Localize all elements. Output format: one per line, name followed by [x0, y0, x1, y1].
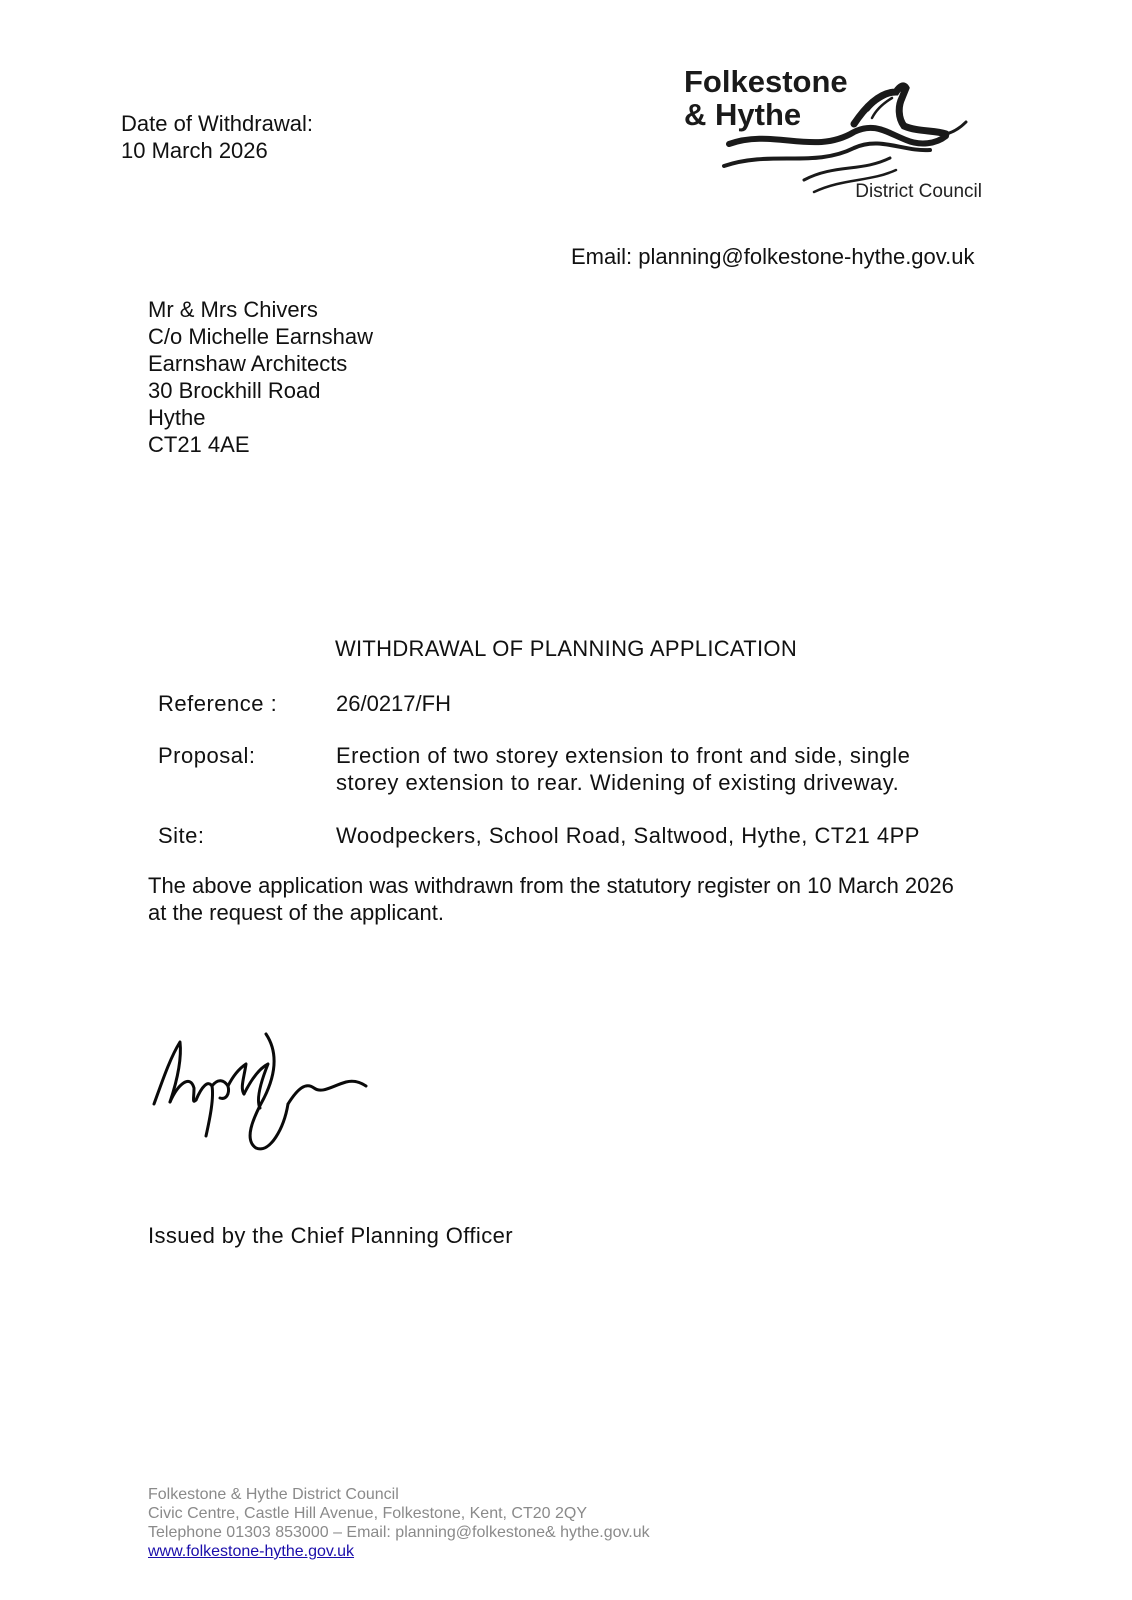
page-footer — [148, 1485, 650, 1561]
withdrawal-date-label: Date of Withdrawal: — [121, 111, 313, 136]
logo-text-hythe: & Hythe — [684, 97, 802, 132]
statement-line: at the request of the applicant. — [148, 900, 444, 925]
reference-label: Reference : — [158, 691, 278, 716]
proposal-line: storey extension to rear. Widening of existing driveway. — [336, 770, 900, 795]
handwritten-signature — [148, 1028, 378, 1158]
footer-website-link[interactable]: www.folkestone-hythe.gov.uk — [148, 1543, 355, 1560]
proposal-label: Proposal: — [158, 743, 256, 768]
address-line: Earnshaw Architects — [148, 351, 348, 376]
logo-text-district-council: District Council — [855, 181, 982, 202]
recipient-address — [148, 296, 373, 458]
statement-line: The above application was withdrawn from the statutory register on 10 March 2026 — [148, 873, 954, 898]
council-logo — [684, 62, 984, 212]
address-line: Hythe — [148, 405, 206, 430]
footer-line: Telephone 01303 853000 – Email: planning@folkestone& hythe.gov.uk — [148, 1524, 650, 1541]
proposal-line: Erection of two storey extension to front and side, single — [336, 743, 911, 768]
reference-value: 26/0217/FH — [336, 691, 451, 716]
document-heading: WITHDRAWAL OF PLANNING APPLICATION — [334, 636, 798, 661]
footer-line: Folkestone & Hythe District Council — [148, 1486, 399, 1503]
email-line: Email: planning@folkestone-hythe.gov.uk — [571, 244, 975, 269]
withdrawal-date-block — [121, 110, 313, 164]
footer-line: Civic Centre, Castle Hill Avenue, Folkestone, Kent, CT20 2QY — [148, 1505, 588, 1522]
site-label: Site: — [158, 823, 205, 848]
address-line: CT21 4AE — [148, 432, 250, 457]
address-line: Mr & Mrs Chivers — [148, 297, 318, 322]
logo-text-folkestone: Folkestone — [684, 64, 848, 99]
withdrawal-statement — [148, 872, 1008, 926]
site-value: Woodpeckers, School Road, Saltwood, Hythe, CT21 4PP — [336, 823, 920, 848]
issued-by-line: Issued by the Chief Planning Officer — [148, 1223, 513, 1248]
address-line: 30 Brockhill Road — [148, 378, 321, 403]
proposal-value — [336, 742, 1036, 796]
withdrawal-date-value: 10 March 2026 — [121, 138, 268, 163]
address-line: C/o Michelle Earnshaw — [148, 324, 373, 349]
